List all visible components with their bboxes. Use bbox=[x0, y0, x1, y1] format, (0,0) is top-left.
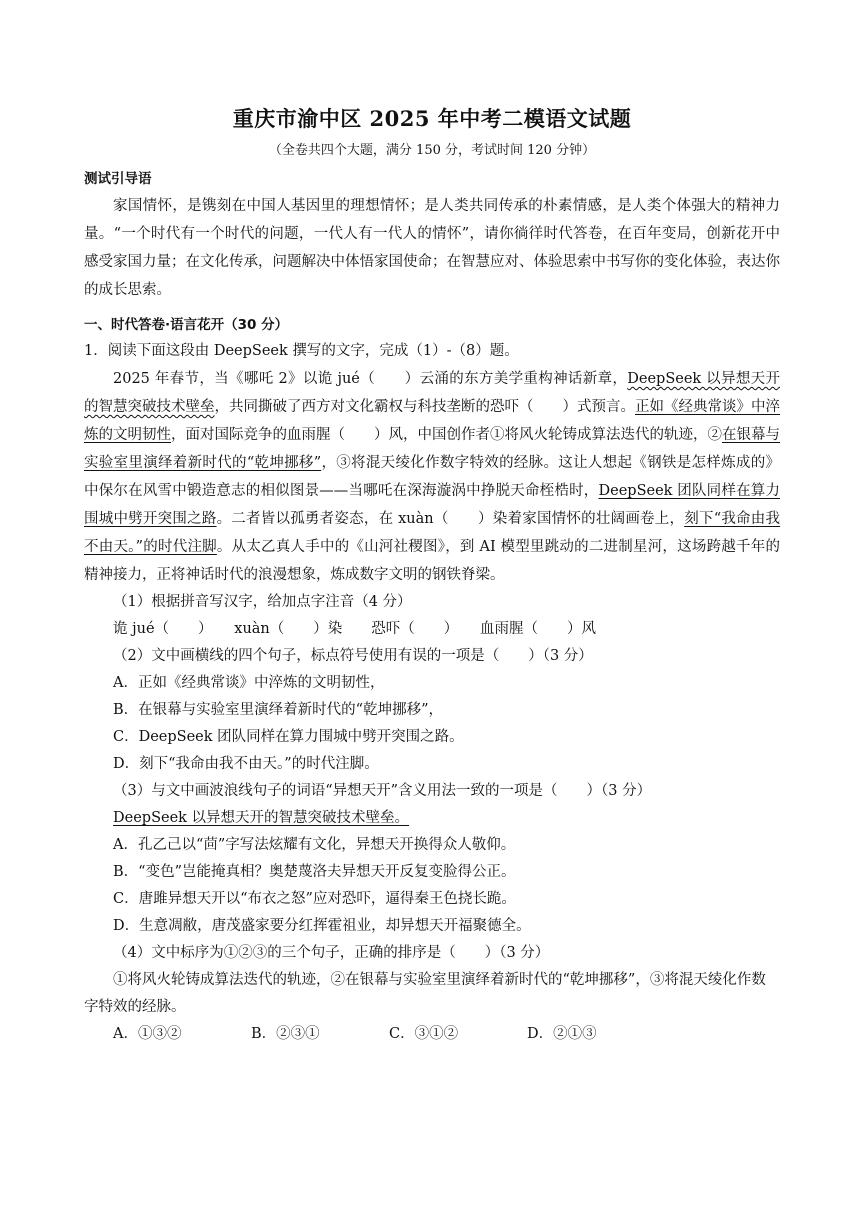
subquestion-1-prompt: （1）根据拼音写汉字，给加点字注音（4 分） bbox=[113, 594, 412, 610]
underlined-sentence: DeepSeek 团队同样在算力围城中劈开突围之路 bbox=[84, 483, 781, 527]
option-b: B．②③① bbox=[251, 1026, 320, 1042]
page-subtitle: （全卷共四个大题，满分 150 分，考试时间 120 分钟） bbox=[268, 143, 596, 158]
option-b: B．在银幕与实验室里演绎着新时代的“乾坤挪移”， bbox=[113, 702, 443, 718]
exam-page bbox=[84, 100, 780, 1048]
subquestion-3-prompt: （3）与文中画波浪线句子的词语“异想天开”含义用法一致的一项是（ ）（3 分） bbox=[113, 783, 652, 799]
subquestion-2-prompt: （2）文中画横线的四个句子，标点符号使用有误的一项是（ ）（3 分） bbox=[113, 648, 593, 664]
underlined-sentence: 在银幕与实验室里演绎着新时代的“乾坤挪移” bbox=[84, 427, 780, 471]
option-d: D．刻下“我命由我不由天。”的时代注脚。 bbox=[113, 756, 379, 772]
option-d: D．②①③ bbox=[527, 1026, 597, 1042]
passage-text: ，面对国际竞争的血雨腥（ ）风，中国创作者①将风火轮铸成算法迭代的轨迹，② bbox=[171, 427, 722, 443]
wavy-sentence: DeepSeek 以异想天开的智慧突破技术壁垒 bbox=[84, 371, 781, 415]
subquestion-4-sentence: ①将风火轮铸成算法迭代的轨迹，②在银幕与实验室里演绎着新时代的“乾坤挪移”，③将混天绫化作数字特效的经脉。 bbox=[84, 972, 766, 1015]
option-c: C．DeepSeek 团队同样在算力围城中劈开突围之路。 bbox=[113, 729, 464, 745]
passage-text: 。从太乙真人手中的《山河社稷图》，到 AI 模型里跳动的二进制星河，这场跨越千年的精神接力，正将神话时代的浪漫想象，炼成数字文明的钢铁脊梁。 bbox=[84, 539, 780, 583]
subquestion-3-quote bbox=[84, 805, 780, 832]
option-a: A．①③② bbox=[113, 1026, 182, 1042]
passage-text: 2025 年春节，当《哪吒 2》以诡 jué（ ）云涌的东方美学重构神话新章， bbox=[113, 371, 628, 387]
option-d: D．生意凋敝，唐茂盛家要分红挥霍祖业，却异想天开福聚德全。 bbox=[113, 918, 531, 934]
guide-heading: 测试引导语 bbox=[84, 171, 152, 187]
subquestion-4-options bbox=[84, 1021, 780, 1048]
guide-paragraph: 家国情怀，是镌刻在中国人基因里的理想情怀；是人类共同传承的朴素情感，是人类个体强大的精神力量。“一个时代有一个时代的问题，一代人有一代人的情怀”，请你徜徉时代答卷，在百年变局，创新花开中感受家国力量；在文化传承，问题解决中体悟家国使命；在智慧应对、体验思索中书写你的变化体验，表达你的成长思索。 bbox=[84, 198, 780, 298]
passage-text: ，③将混天绫化作数字特效的经脉。这让人想起《钢铁是怎样炼成的》中保尔在风雪中锻造意志的相似图景——当哪吒在深海漩涡中挣脱天命桎梏时， bbox=[84, 455, 781, 499]
page-title: 重庆市渝中区 2025 年中考二模语文试题 bbox=[232, 106, 632, 131]
option-a: A．正如《经典常谈》中淬炼的文明韧性， bbox=[113, 675, 385, 691]
option-b: B．“变色”岂能掩真相？奥楚蔑洛夫异想天开反复变脸得公正。 bbox=[113, 864, 516, 880]
section-heading: 一、时代答卷·语言花开（30 分） bbox=[84, 317, 289, 333]
option-c: C．③①② bbox=[389, 1026, 459, 1042]
question-intro: 1．阅读下面这段由 DeepSeek 撰写的文字，完成（1）-（8）题。 bbox=[84, 343, 519, 359]
option-a: A．孔乙己以“茴”字写法炫耀有文化，异想天开换得众人敬仰。 bbox=[113, 837, 516, 853]
underlined-sentence: 正如《经典常谈》中淬炼的文明韧性 bbox=[84, 399, 780, 443]
underlined-sentence: 刻下“我命由我不由天。”的时代注脚 bbox=[84, 511, 781, 555]
passage-text: 。二者皆以孤勇者姿态，在 xuàn（ ）染着家国情怀的壮阔画卷上， bbox=[216, 511, 685, 527]
passage-text: ，共同撕破了西方对文化霸权与科技垄断的恐吓（ ）式预言。 bbox=[214, 399, 635, 415]
subquestion-4-prompt: （4）文中标序为①②③的三个句子，正确的排序是（ ）（3 分） bbox=[113, 945, 550, 961]
reading-passage bbox=[84, 365, 780, 589]
option-c: C．唐雎异想天开以“布衣之怒”应对恐吓，逼得秦王色挠长跪。 bbox=[113, 891, 516, 907]
quoted-sentence: DeepSeek 以异想天开的智慧突破技术壁垒。 bbox=[113, 810, 410, 826]
subquestion-1-items: 诡 jué（ ） xuàn（ ）染 恐吓（ ） 血雨腥（ ）风 bbox=[113, 621, 597, 637]
